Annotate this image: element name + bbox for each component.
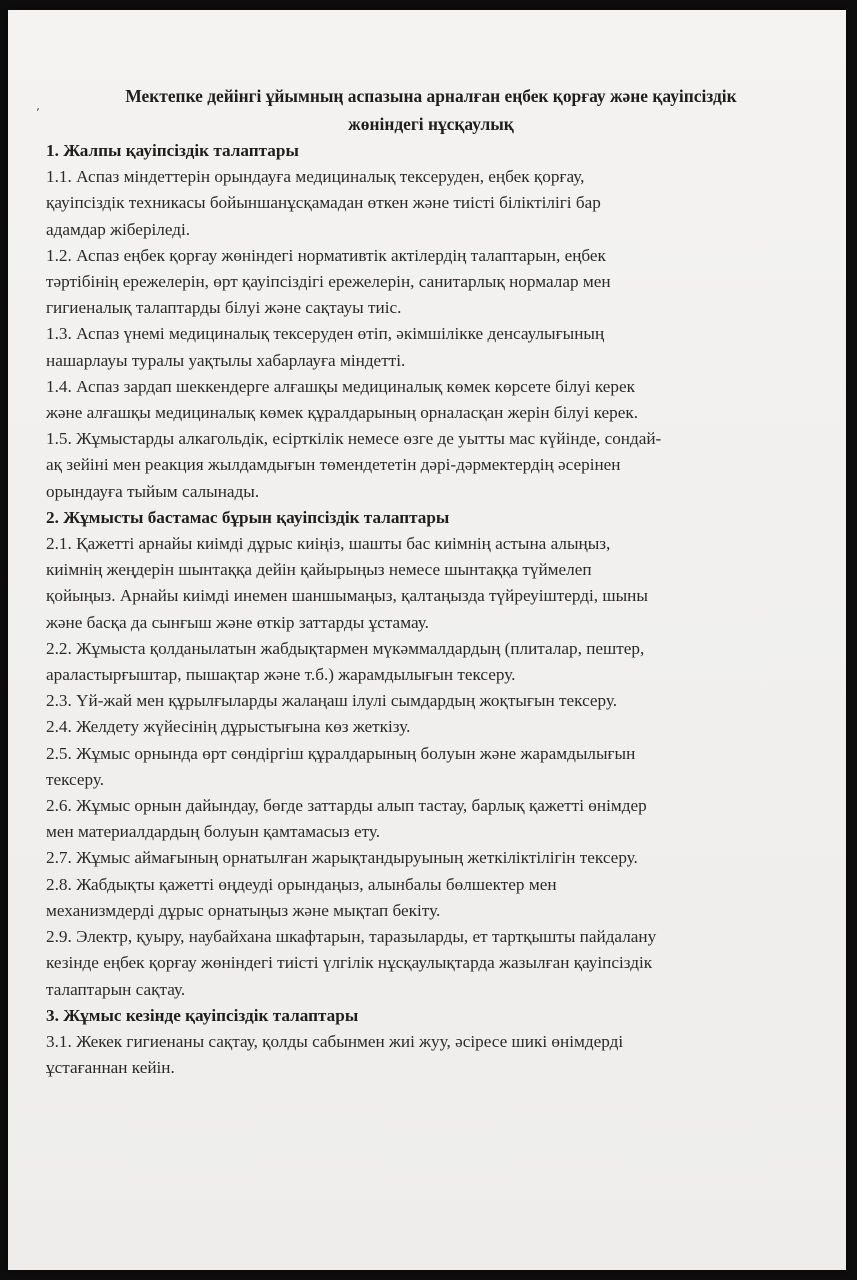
paragraph-line: және алғашқы медициналық көмек құралдарының орналасқан жерін білуі керек.	[46, 403, 639, 423]
paragraph-line: ақ зейіні мен реакция жылдамдығын төмендететін дәрі-дәрмектердің әсерінен	[46, 455, 621, 475]
paragraph-line: 1.3. Аспаз үнемі медициналық тексеруден өтіп, әкімшілікке денсаулығының	[46, 324, 605, 344]
paragraph-line: нашарлауы туралы уақтылы хабарлауға міндетті.	[46, 350, 406, 370]
section-heading	[46, 1003, 816, 1029]
paragraph-line: 2.4. Желдету жүйесінің дұрыстығына көз жеткізу.	[46, 717, 411, 737]
paragraph-line: 2.9. Электр, қуыру, наубайхана шкафтарын, таразыларды, ет тартқышты пайдалану	[46, 927, 657, 947]
paragraph-line: тексеру.	[46, 769, 105, 789]
paragraph-line: тәртібінің ережелерін, өрт қауіпсіздігі ережелерін, санитарлық нормалар мен	[46, 272, 611, 292]
paragraph-line: қауіпсіздік техникасы бойыншанұсқамадан өткен және тиісті біліктілігі бар	[46, 193, 601, 213]
section-heading	[46, 505, 816, 531]
paragraph-line: механизмдерді дұрыс орнатыңыз және мықтап бекіту.	[46, 900, 441, 920]
paragraph-line: мен материалдардың болуын қамтамасыз ету.	[46, 822, 381, 842]
paragraph-line: және басқа да сынғыш және өткір заттарды ұстамау.	[46, 612, 429, 632]
paragraph	[46, 872, 816, 924]
paragraph-line: ұстағаннан кейін.	[46, 1058, 175, 1078]
paragraph-line: 2.7. Жұмыс аймағының орнатылған жарықтандыруының жеткіліктілігін тексеру.	[46, 848, 638, 868]
paragraph	[46, 374, 816, 426]
paragraph-line: кезінде еңбек қорғау жөніндегі тиісті үлгілік нұсқаулықтарда жазылған қауіпсіздік	[46, 953, 653, 973]
paragraph-line: 2.8. Жабдықты қажетті өңдеуді орындаңыз, алынбалы бөлшектер мен	[46, 874, 557, 894]
section-heading	[46, 138, 816, 164]
document-body	[46, 138, 816, 1081]
paragraph-line: адамдар жіберіледі.	[46, 219, 191, 239]
paragraph-line: 1.2. Аспаз еңбек қорғау жөніндегі нормативтік актілердің талаптарын, еңбек	[46, 245, 606, 265]
paragraph-line: 3.1. Жекек гигиенаны сақтау, қолды сабынмен жиі жуу, әсіресе шикі өнімдерді	[46, 1031, 624, 1051]
paragraph	[46, 741, 816, 793]
paragraph-line: 2.2. Жұмыста қолданылатын жабдықтармен мүкәммалдардың (плиталар, пештер,	[46, 638, 645, 658]
paragraph-line: талаптарын сақтау.	[46, 979, 186, 999]
paragraph	[46, 426, 816, 505]
paragraph	[46, 531, 816, 636]
paragraph	[46, 793, 816, 845]
heading-text: 1. Жалпы қауіпсіздік талаптары	[46, 141, 299, 160]
paragraph-line: қойыңыз. Арнайы киімді инемен шаншымаңыз, қалтаңызда түйреуіштерді, шыны	[46, 586, 648, 606]
paragraph-line: киімнің жеңдерін шынтаққа дейін қайырыңыз немесе шынтаққа түймелеп	[46, 560, 592, 580]
title-line: жөніндегі нұсқаулық	[348, 114, 514, 134]
paragraph-line: 2.3. Үй-жай мен құрылғыларды жалаңаш ілулі сымдардың жоқтығын тексеру.	[46, 691, 618, 711]
document-page	[46, 82, 816, 1081]
heading-text: 2. Жұмысты бастамас бұрын қауіпсіздік талаптары	[46, 507, 450, 527]
paragraph-line: 1.4. Аспаз зардап шеккендерге алғашқы медициналық көмек көрсете білуі керек	[46, 376, 635, 396]
title-line: Мектепке дейінгі ұйымның аспазына арналған еңбек қорғау және қауіпсіздік	[125, 86, 737, 106]
paragraph-line: 1.1. Аспаз міндеттерін орындауға медициналық тексеруден, еңбек қорғау,	[46, 167, 585, 187]
paragraph-line: орындауға тыйым салынады.	[46, 481, 260, 501]
paragraph-line: гигиеналық талаптарды білуі және сақтауы тиіс.	[46, 298, 402, 318]
paragraph-line: 2.6. Жұмыс орнын дайындау, бөгде заттарды алып тастау, барлық қажетті өнімдер	[46, 796, 647, 816]
paragraph	[46, 714, 816, 740]
margin-mark: ʼ	[36, 106, 40, 120]
paragraph	[46, 164, 816, 243]
document-title	[46, 82, 816, 138]
paragraph-line: 2.1. Қажетті арнайы киімді дұрыс киіңіз, шашты бас киімнің астына алыңыз,	[46, 534, 611, 554]
paragraph-line: 2.5. Жұмыс орнында өрт сөндіргіш құралдарының болуын және жарамдылығын	[46, 743, 636, 763]
paragraph	[46, 845, 816, 871]
paragraph	[46, 243, 816, 322]
paragraph	[46, 924, 816, 1003]
heading-text: 3. Жұмыс кезінде қауіпсіздік талаптары	[46, 1005, 359, 1025]
paragraph	[46, 688, 816, 714]
paragraph-line: 1.5. Жұмыстарды алкагольдік, есірткілік немесе өзге де уытты мас күйінде, сондай-	[46, 429, 662, 449]
paragraph	[46, 321, 816, 373]
paragraph	[46, 1029, 816, 1081]
paragraph	[46, 636, 816, 688]
paragraph-line: араластырғыштар, пышақтар және т.б.) жарамдылығын тексеру.	[46, 665, 516, 685]
